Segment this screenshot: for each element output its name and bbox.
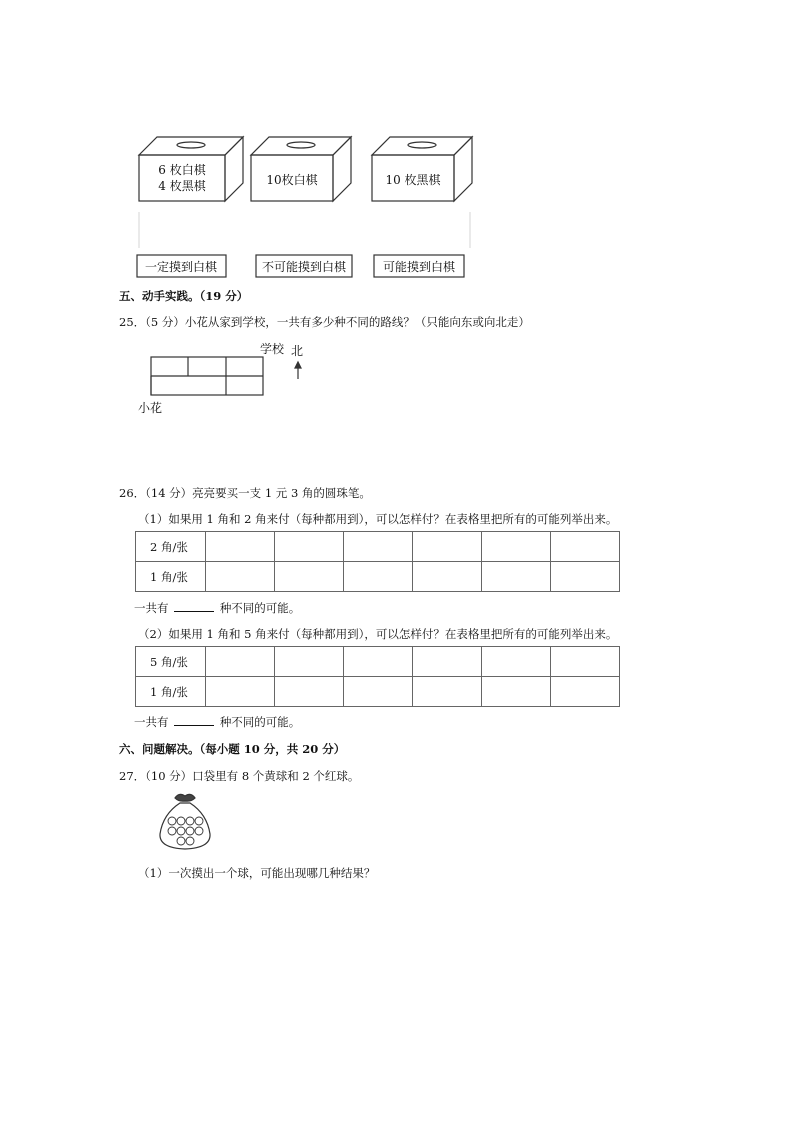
row-label: 1 角/张 bbox=[136, 562, 206, 592]
table-cell[interactable] bbox=[413, 677, 482, 707]
table-cell[interactable] bbox=[344, 677, 413, 707]
table-cell[interactable] bbox=[482, 562, 551, 592]
table-cell[interactable] bbox=[551, 677, 620, 707]
ball-box-figure bbox=[130, 128, 480, 283]
table-cell[interactable] bbox=[206, 562, 275, 592]
row-label: 2 角/张 bbox=[136, 532, 206, 562]
table-row bbox=[136, 532, 620, 562]
table-cell[interactable] bbox=[413, 562, 482, 592]
boxes-illustration bbox=[130, 128, 480, 283]
answer-blank[interactable] bbox=[174, 716, 214, 726]
table-cell[interactable] bbox=[482, 532, 551, 562]
table-cell[interactable] bbox=[344, 562, 413, 592]
route-grid-illustration bbox=[130, 338, 310, 423]
section-5-title: 五、动手实践。（19 分） bbox=[119, 289, 249, 303]
table-cell[interactable] bbox=[344, 532, 413, 562]
answer-box-3: 可能摸到白棋 bbox=[382, 260, 456, 274]
table-cell[interactable] bbox=[482, 677, 551, 707]
question-26-part1-text: （1）如果用 1 角和 2 角来付（每种都用到），可以怎样付？在表格里把所有的可能列举出来。 bbox=[138, 512, 618, 526]
route-grid-figure bbox=[130, 338, 310, 423]
box-2-label: 10枚白棋 bbox=[266, 173, 318, 187]
answer-blank[interactable] bbox=[174, 602, 214, 612]
table-cell[interactable] bbox=[275, 532, 344, 562]
home-label: 小花 bbox=[138, 401, 163, 415]
table-cell[interactable] bbox=[275, 647, 344, 677]
table-cell[interactable] bbox=[551, 647, 620, 677]
table-row bbox=[136, 562, 620, 592]
question-26-text: 26．（14 分）亮亮要买一支 1 元 3 角的圆珠笔。 bbox=[119, 486, 371, 500]
box-1-label-line1: 6 枚白棋 bbox=[158, 163, 206, 177]
table-cell[interactable] bbox=[206, 677, 275, 707]
question-26-part2-text: （2）如果用 1 角和 5 角来付（每种都用到），可以怎样付？在表格里把所有的可能列举出来。 bbox=[138, 627, 618, 641]
table-cell[interactable] bbox=[275, 562, 344, 592]
table-row bbox=[136, 677, 620, 707]
table-row bbox=[136, 647, 620, 677]
part2-summary bbox=[134, 714, 300, 730]
table-cell[interactable] bbox=[413, 647, 482, 677]
summary-after: 种不同的可能。 bbox=[219, 601, 301, 615]
answer-box-1: 一定摸到白棋 bbox=[144, 260, 218, 274]
table-cell[interactable] bbox=[344, 647, 413, 677]
ball-bag-figure bbox=[155, 790, 215, 852]
section-6-title: 六、问题解决。（每小题 10 分，共 20 分） bbox=[119, 742, 346, 756]
payment-table-1 bbox=[135, 531, 620, 592]
summary-before: 一共有 bbox=[134, 601, 169, 615]
north-label: 北 bbox=[291, 344, 304, 358]
summary-before: 一共有 bbox=[134, 715, 169, 729]
question-27-text: 27．（10 分）口袋里有 8 个黄球和 2 个红球。 bbox=[119, 769, 360, 783]
table-cell[interactable] bbox=[551, 562, 620, 592]
row-label: 1 角/张 bbox=[136, 677, 206, 707]
row-label: 5 角/张 bbox=[136, 647, 206, 677]
bag-illustration bbox=[155, 790, 215, 852]
box-3-label: 10 枚黑棋 bbox=[385, 173, 441, 187]
part1-summary bbox=[134, 600, 300, 616]
table-cell[interactable] bbox=[482, 647, 551, 677]
table-cell[interactable] bbox=[275, 677, 344, 707]
summary-after: 种不同的可能。 bbox=[219, 715, 301, 729]
table-cell[interactable] bbox=[551, 532, 620, 562]
box-1-label-line2: 4 枚黑棋 bbox=[158, 179, 206, 193]
question-25-text: 25．（5 分）小花从家到学校，一共有多少种不同的路线？（只能向东或向北走） bbox=[119, 315, 530, 329]
table-cell[interactable] bbox=[206, 532, 275, 562]
answer-box-2: 不可能摸到白棋 bbox=[261, 260, 347, 274]
question-27-part1-text: （1）一次摸出一个球，可能出现哪几种结果？ bbox=[138, 866, 376, 880]
payment-table-2 bbox=[135, 646, 620, 707]
table-cell[interactable] bbox=[206, 647, 275, 677]
school-label: 学校 bbox=[260, 342, 285, 356]
table-cell[interactable] bbox=[413, 532, 482, 562]
